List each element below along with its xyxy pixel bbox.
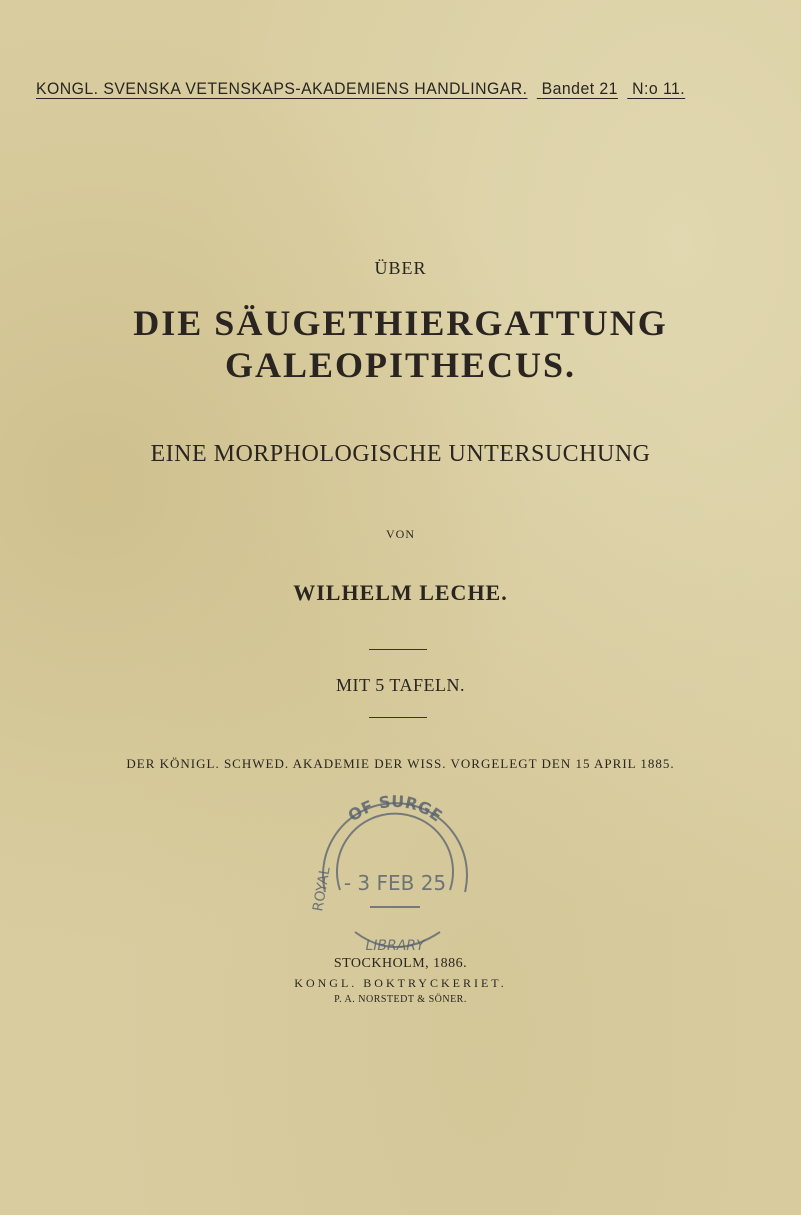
series-header: [36, 79, 743, 99]
imprint-publisher: P. A. NORSTEDT & SÖNER.: [334, 994, 467, 1005]
stamp-top-text: OF SURGE: [344, 791, 446, 826]
stamp-side-text: ROYAL: [310, 865, 334, 913]
divider-rule-bottom: [369, 717, 427, 718]
plates-note: MIT 5 TAFELN.: [336, 675, 465, 695]
author-name: WILHELM LECHE.: [293, 580, 508, 605]
imprint-printer: KONGL. BOKTRYCKERIET.: [294, 976, 507, 990]
stamp-bottom-text: LIBRARY: [365, 938, 425, 954]
svg-text:OF SURGE: [344, 792, 445, 826]
imprint-place: STOCKHOLM, 1886.: [333, 956, 468, 971]
series-title: KONGL. SVENSKA VETENSKAPS-AKADEMIENS HANDLINGAR.: [36, 79, 528, 98]
by-line-label: VON: [386, 527, 415, 541]
submission-note: DER KÖNIGL. SCHWED. AKADEMIE DER WISS. VORGELEGT DEN 15 APRIL 1885.: [126, 756, 675, 771]
stamp-date: - 3 FEB 25: [343, 871, 447, 895]
subtitle: EINE MORPHOLOGISCHE UNTERSUCHUNG: [150, 441, 651, 467]
volume-label: Bandet 21: [541, 79, 618, 98]
divider-rule-top: [369, 649, 427, 650]
main-title: DIE SÄUGETHIERGATTUNG GALEOPITHECUS.: [133, 303, 668, 385]
library-stamp: [300, 782, 490, 962]
title-preposition: ÜBER: [374, 258, 427, 278]
issue-number: N:o 11.: [632, 79, 686, 98]
